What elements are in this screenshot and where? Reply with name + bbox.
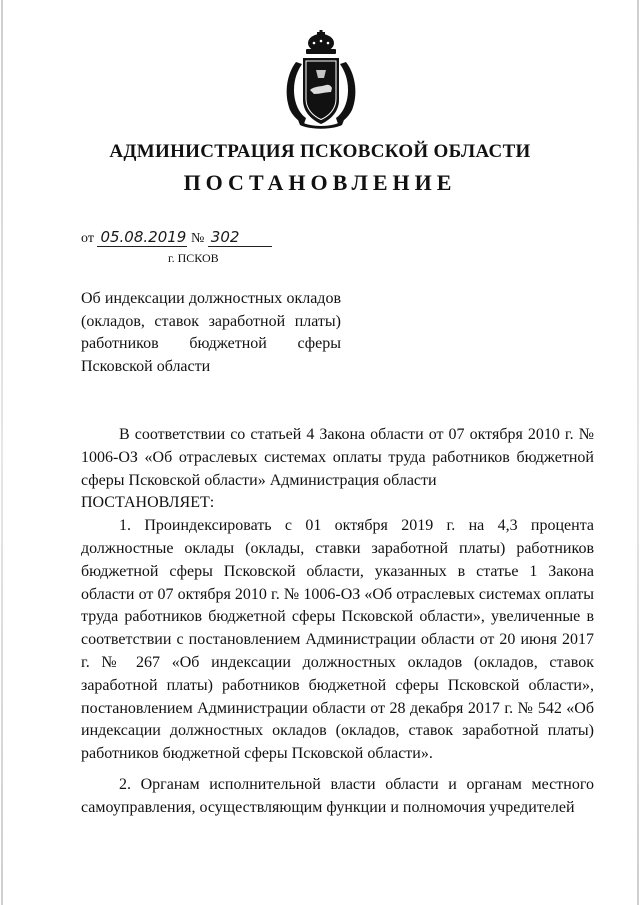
- document-type-title: ПОСТАНОВЛЕНИЕ: [183, 170, 457, 195]
- scan-edge-right: [637, 0, 639, 905]
- city-label: г. ПСКОВ: [168, 251, 219, 265]
- scan-edge-left: [1, 0, 3, 905]
- number-prefix: №: [190, 231, 205, 246]
- decree-word: ПОСТАНОВЛЯЕТ:: [81, 494, 215, 512]
- pskov-coat-of-arms-icon: [276, 30, 366, 130]
- date-prefix: от: [81, 231, 94, 246]
- handwritten-date: 05.08.2019: [97, 229, 187, 247]
- handwritten-number: 302: [208, 229, 272, 247]
- date-number-line: [81, 229, 272, 247]
- item-2-paragraph: 2. Органам исполнительной власти области и органам местного самоуправления, осуществляющим функции и полномочия учредителей: [81, 775, 594, 816]
- item-1-paragraph: 1. Проиндексировать с 01 октября 2019 г. на 4,3 процента должностные оклады (оклады, ставки заработной платы) работников бюджетной сферы Псковской области, указанных в статье 1 Закона области от 07 октября 2010 г. № 1006-ОЗ «Об отраслевых системах оплаты труда работников бюджетной сферы Псковской области», увеличенные в соответствии с постановлением Администрации области от 20 июня 2017 г. № 267 «Об индексации должностных окладов (окладов, ставок заработной платы) работников бюджетной сферы Псковской области», постановлением Администрации области от 28 декабря 2017 г. № 542 «Об индексации должностных окладов (окладов, ставок заработной платы) работников бюджетной сферы Псковской области».: [81, 517, 594, 763]
- preamble-paragraph: В соответствии со статьей 4 Закона области от 07 октября 2010 г. № 1006-ОЗ «Об отраслевых системах оплаты труда работников бюджетной сферы Псковской области» Администрация области: [81, 426, 594, 489]
- organization-title: АДМИНИСТРАЦИЯ ПСКОВСКОЙ ОБЛАСТИ: [109, 141, 531, 162]
- document-subject: Об индексации должностных окладов (окладов, ставок заработной платы) работников бюджетной сферы Псковской области: [81, 290, 341, 375]
- document-body: [81, 424, 594, 820]
